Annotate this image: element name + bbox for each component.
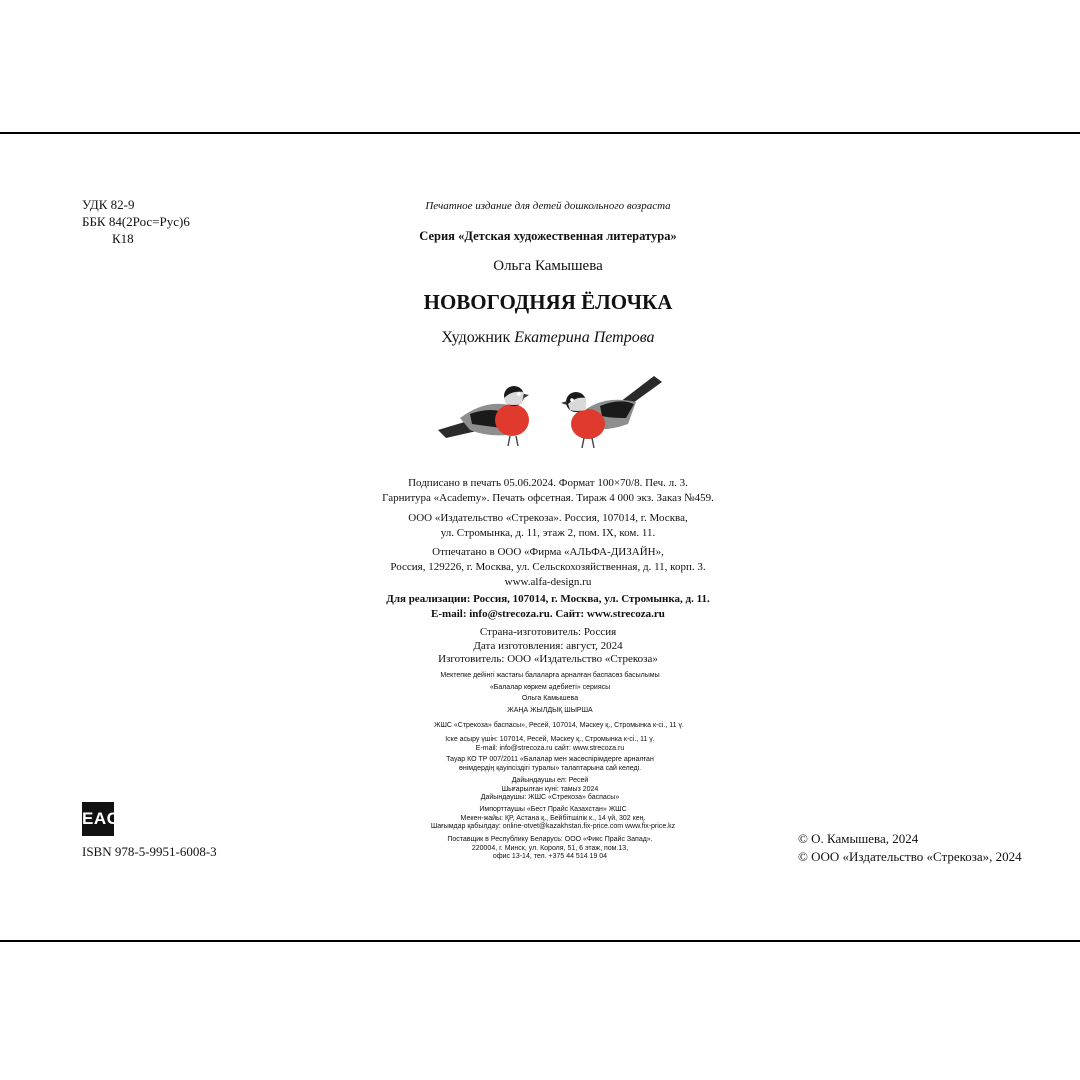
kazakh-importer — [430, 806, 676, 832]
bullfinches-illustration — [430, 368, 670, 452]
kazakh-header — [440, 672, 660, 715]
bullfinch-right — [561, 376, 662, 448]
kazakh-origin — [440, 777, 660, 803]
bbk-code: ББК 84(2Рос=Рус)6 — [82, 214, 190, 229]
kazakh-publisher: ЖШС «Стрекоза» баспасы», Ресей, 107014, Мәскеу қ., Стромынка к-сі., 11 ү. — [434, 722, 684, 729]
printer-line-2: Россия, 129226, г. Москва, ул. Сельскохозяйственная, д. 11, корп. 3. — [390, 561, 706, 573]
eac-certification-mark: EAC — [82, 802, 114, 836]
manufacturer: Изготовитель: ООО «Издательство «Стрекоза» — [438, 653, 658, 665]
printer-info — [0, 545, 1080, 590]
sales-info — [0, 592, 1080, 622]
kz-line-14: Мекен-жайы: ҚР, Астана қ., Бейбітшілік к., 14 үй, 302 кең. — [460, 814, 646, 822]
kz-line-6: Іске асыру үшін: 107014, Ресей, Мәскеу қ., Стромынка к-сі., 11 ү. — [445, 736, 655, 743]
print-details — [0, 476, 1080, 506]
illustrator-credit — [0, 329, 1080, 347]
publisher-address — [0, 511, 1080, 541]
book-imprint-page — [0, 132, 1080, 942]
by-line-2: 220004, г. Минск, ул. Короля, 51, 6 этаж, пом.13, — [471, 844, 629, 852]
kz-line-10: Дайындаушы ел: Ресей — [511, 777, 589, 784]
kz-line-4: ЖАҢА ЖЫЛДЫҚ ШЫРША — [507, 706, 593, 714]
by-line-3: офис 13-14, тел. +375 44 514 19 04 — [492, 853, 608, 860]
sales-line-2: E-mail: info@strecoza.ru. Сайт: www.strecoza.ru — [431, 608, 665, 620]
kz-line-9: өнімдердің қауіпсіздігі туралы» талаптарына сай келеді. — [458, 764, 642, 772]
print-line-1: Подписано в печать 05.06.2024. Формат 100×70/8. Печ. л. 3. — [408, 477, 688, 489]
kz-line-12: Дайындаушы: ЖШС «Стрекоза» баспасы» — [480, 794, 620, 801]
publisher-line-1: ООО «Издательство «Стрекоза». Россия, 107014, г. Москва, — [408, 512, 688, 524]
isbn: ISBN 978-5-9951-6008-3 — [82, 844, 217, 859]
belarus-supplier — [440, 836, 660, 862]
copyright-author: © О. Камышева, 2024 — [798, 831, 919, 846]
kz-line-8: Тауар КО ТР 007/2011 «Балалар мен жасөспірімдерге арналған — [446, 756, 654, 763]
author-mark: К18 — [112, 231, 134, 246]
copyright-block — [798, 830, 1022, 866]
illustrator-name: Екатерина Петрова — [514, 329, 655, 346]
udk-code: УДК 82-9 — [82, 197, 135, 212]
copyright-publisher: © ООО «Издательство «Стрекоза», 2024 — [798, 849, 1022, 864]
book-title: НОВОГОДНЯЯ ЁЛОЧКА — [423, 290, 673, 314]
kz-line-7: E-mail: info@strecoza.ru сайт: www.strecoza.ru — [475, 744, 625, 752]
kz-line-11: Шығарылған күні: тамыз 2024 — [501, 785, 599, 793]
publisher-line-2: ул. Стромынка, д. 11, этаж 2, пом. IX, ком. 11. — [440, 527, 656, 539]
audience-note: Печатное издание для детей дошкольного возраста — [425, 200, 671, 212]
printer-website: www.alfa-design.ru — [504, 576, 592, 588]
kz-line-1: Мектепке дейінгі жастағы балаларға арналған баспасөз басылымы — [440, 672, 660, 679]
kz-line-13: Импорттаушы «Бест Прайс Казахстан» ЖШС — [479, 806, 627, 813]
author-name: Ольга Камышева — [493, 258, 603, 274]
illustrator-label: Художник — [441, 329, 511, 346]
manufacture-date: Дата изготовления: август, 2024 — [473, 639, 623, 652]
manufacture-info — [0, 626, 1080, 667]
kz-line-2: «Балалар көркем әдебиеті» сериясы — [489, 683, 611, 691]
country-of-origin: Страна-изготовитель: Россия — [479, 626, 617, 638]
series-name: Серия «Детская художественная литература» — [419, 229, 677, 243]
kazakh-contacts — [440, 736, 660, 753]
kz-line-15: Шағымдар қабылдау: online-otvet@kazakhstan.fix-price.com www.fix-price.kz — [430, 823, 676, 830]
bullfinch-left — [438, 386, 529, 446]
printer-line-1: Отпечатано в ООО «Фирма «АЛЬФА-ДИЗАЙН», — [432, 546, 664, 558]
kazakh-conformity — [440, 756, 660, 773]
kz-line-3: Ольга Камышева — [521, 695, 579, 702]
by-line-1: Поставщик в Республику Беларусь: ООО «Фикс Прайс Запад». — [447, 836, 653, 843]
print-line-2: Гарнитура «Academy». Печать офсетная. Тираж 4 000 экз. Заказ №459. — [382, 492, 714, 504]
sales-line-1: Для реализации: Россия, 107014, г. Москва, ул. Стромынка, д. 11. — [386, 593, 710, 605]
